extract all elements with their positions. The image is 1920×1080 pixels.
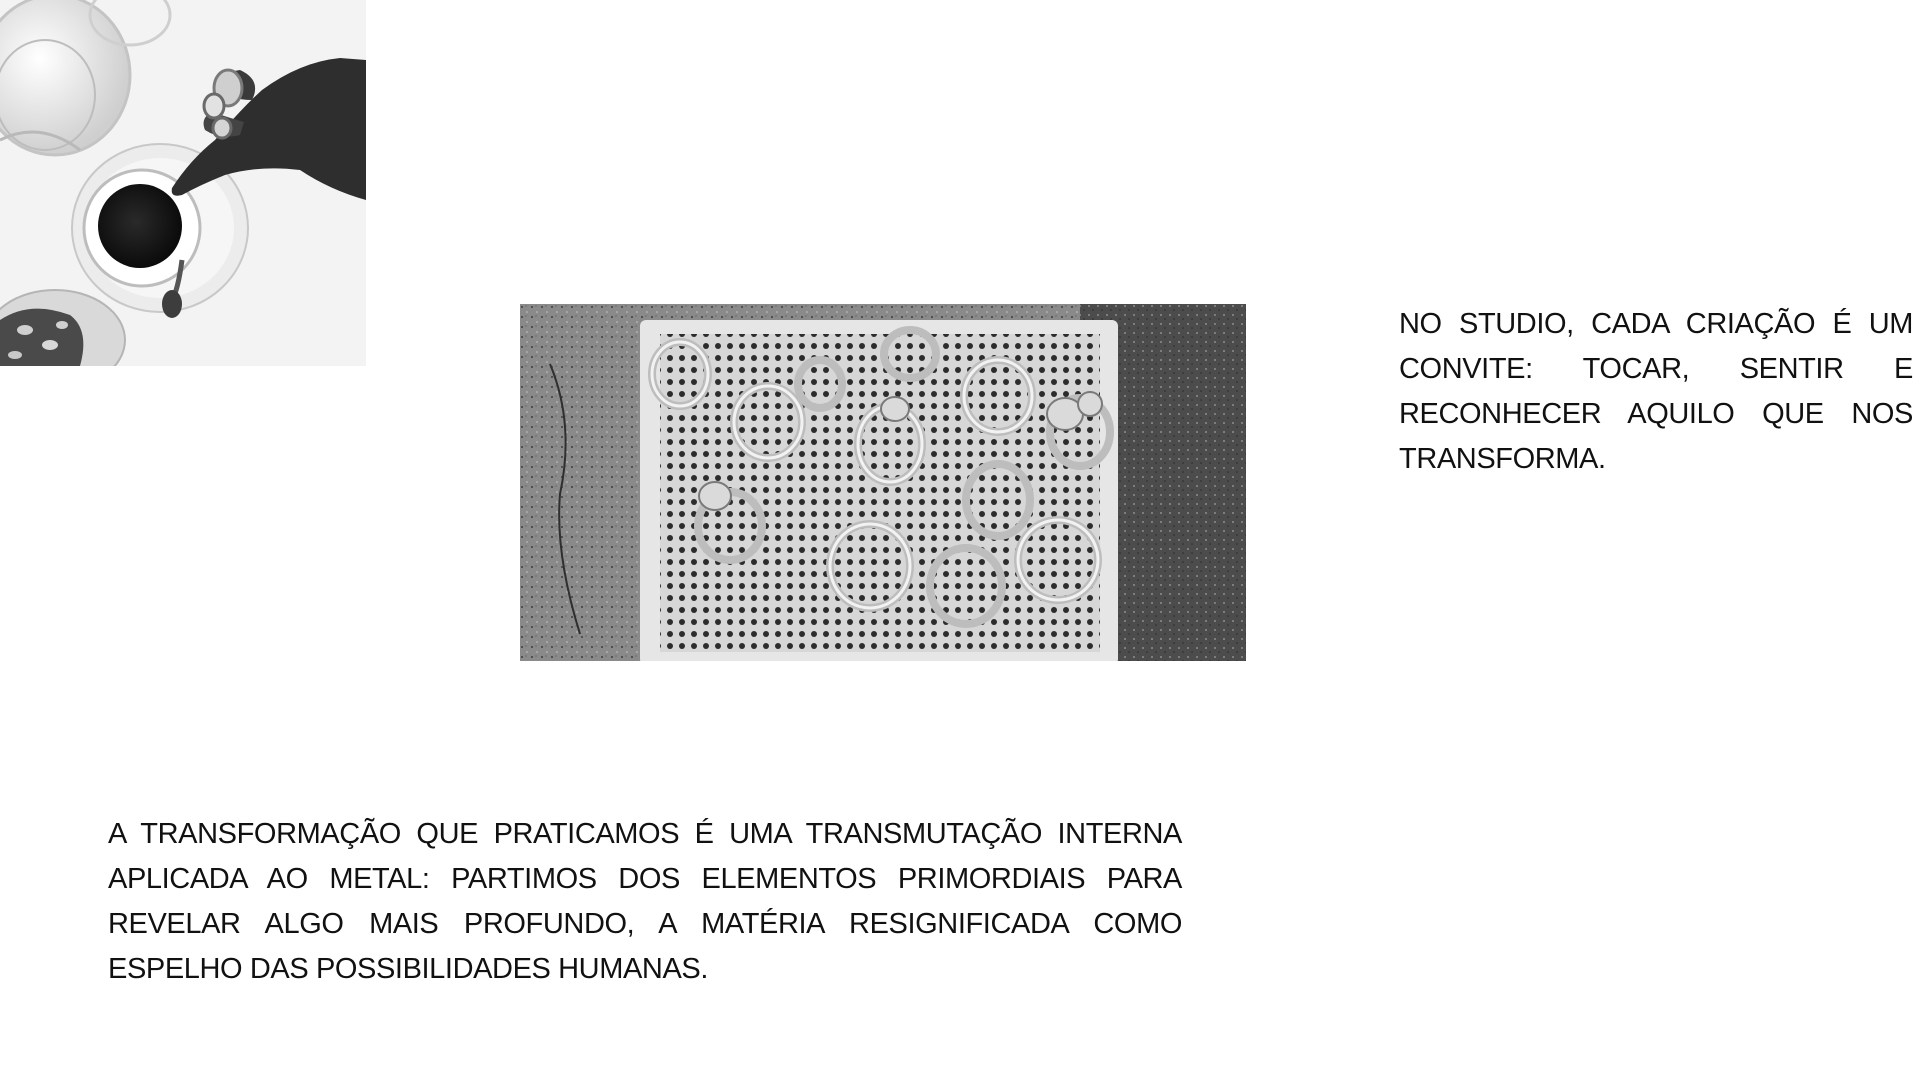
- rings-tray-photo-icon: [520, 304, 1246, 661]
- rings-tray-photo: [520, 304, 1246, 661]
- hand-coffee-photo-icon: [0, 0, 366, 366]
- transformation-text: A TRANSFORMAÇÃO QUE PRATICAMOS É UMA TRANSMUTAÇÃO INTERNA APLICADA AO METAL: PARTIMOS DOS ELEMENTOS PRIMORDIAIS PARA REVELAR ALGO MAIS PROFUNDO, A MATÉRIA RESIGNIFICADA COMO ESPELHO DAS POSSIBILIDADES HUMANAS.: [108, 818, 1182, 985]
- studio-invite-text: NO STUDIO, CADA CRIAÇÃO É UM CONVITE: TOCAR, SENTIR E RECONHECER AQUILO QUE NOS TRANSFORMA.: [1399, 308, 1913, 475]
- hand-coffee-photo: [0, 0, 366, 366]
